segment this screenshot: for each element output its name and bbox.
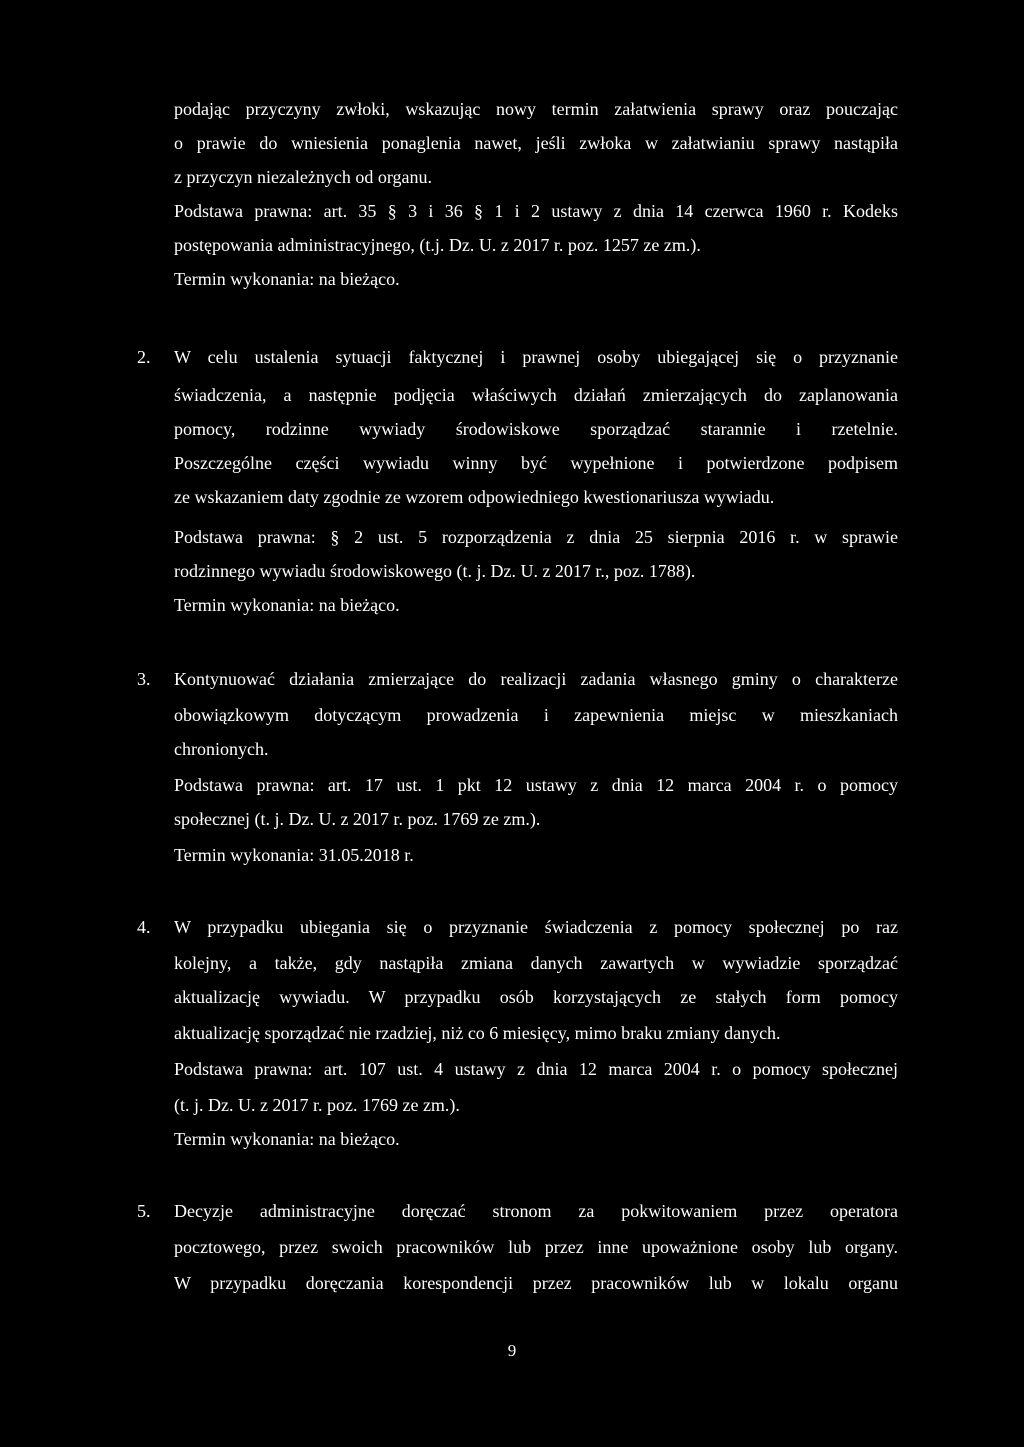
legal-basis-line: Podstawa prawna: art. 107 ust. 4 ustawy z dnia 12 marca 2004 r. o pomocy społecznej (174, 1059, 898, 1079)
page-number: 9 (507, 1341, 517, 1360)
text-line: aktualizację wywiadu. W przypadku osób korzystających ze stałych form pomocy (174, 987, 898, 1007)
text-line: podając przyczyny zwłoki, wskazując nowy termin załatwienia sprawy oraz pouczając (174, 99, 898, 119)
item-number: 5. (137, 1201, 151, 1221)
legal-basis-line: rodzinnego wywiadu środowiskowego (t. j. Dz. U. z 2017 r., poz. 1788). (174, 561, 696, 581)
legal-basis-line: Podstawa prawna: art. 35 § 3 i 36 § 1 i 2 ustawy z dnia 14 czerwca 1960 r. Kodeks (174, 201, 898, 221)
deadline-line: Termin wykonania: 31.05.2018 r. (174, 845, 414, 865)
text-line: ze wskazaniem daty zgodnie ze wzorem odpowiedniego kwestionariusza wywiadu. (174, 487, 775, 507)
text-line: W przypadku doręczania korespondencji przez pracowników lub w lokalu organu (174, 1273, 898, 1293)
legal-basis-line: Podstawa prawna: art. 17 ust. 1 pkt 12 ustawy z dnia 12 marca 2004 r. o pomocy (174, 775, 898, 795)
text-line: W celu ustalenia sytuacji faktycznej i prawnej osoby ubiegającej się o przyznanie (174, 347, 898, 367)
item-number: 4. (137, 917, 151, 937)
legal-basis-line: (t. j. Dz. U. z 2017 r. poz. 1769 ze zm.). (174, 1095, 460, 1115)
text-line: kolejny, a także, gdy nastąpiła zmiana danych zawartych w wywiadzie sporządzać (174, 953, 898, 973)
item-number: 2. (137, 347, 151, 367)
text-line: obowiązkowym dotyczącym prowadzenia i zapewnienia miejsc w mieszkaniach (174, 705, 898, 725)
text-line: Poszczególne części wywiadu winny być wypełnione i potwierdzone podpisem (174, 453, 898, 473)
text-line: pocztowego, przez swoich pracowników lub przez inne upoważnione osoby lub organy. (174, 1237, 898, 1257)
deadline-line: Termin wykonania: na bieżąco. (174, 269, 400, 289)
text-line: W przypadku ubiegania się o przyznanie świadczenia z pomocy społecznej po raz (174, 917, 898, 937)
text-line: Kontynuować działania zmierzające do realizacji zadania własnego gminy o charakterze (174, 669, 898, 689)
text-line: aktualizację sporządzać nie rzadziej, niż co 6 miesięcy, mimo braku zmiany danych. (174, 1023, 781, 1043)
item-number: 3. (137, 669, 151, 689)
text-line: pomocy, rodzinne wywiady środowiskowe sporządzać starannie i rzetelnie. (174, 419, 898, 439)
text-line: chronionych. (174, 739, 269, 759)
text-line: z przyczyn niezależnych od organu. (174, 167, 433, 187)
legal-basis-line: Podstawa prawna: § 2 ust. 5 rozporządzenia z dnia 25 sierpnia 2016 r. w sprawie (174, 527, 898, 547)
deadline-line: Termin wykonania: na bieżąco. (174, 1129, 400, 1149)
legal-basis-line: postępowania administracyjnego, (t.j. Dz. U. z 2017 r. poz. 1257 ze zm.). (174, 235, 701, 255)
text-line: o prawie do wniesienia ponaglenia nawet, jeśli zwłoka w załatwianiu sprawy nastąpiła (174, 133, 898, 153)
text-line: świadczenia, a następnie podjęcia właściwych działań zmierzających do zaplanowania (174, 385, 898, 405)
legal-basis-line: społecznej (t. j. Dz. U. z 2017 r. poz. 1769 ze zm.). (174, 809, 541, 829)
text-line: Decyzje administracyjne doręczać stronom za pokwitowaniem przez operatora (174, 1201, 898, 1221)
deadline-line: Termin wykonania: na bieżąco. (174, 595, 400, 615)
